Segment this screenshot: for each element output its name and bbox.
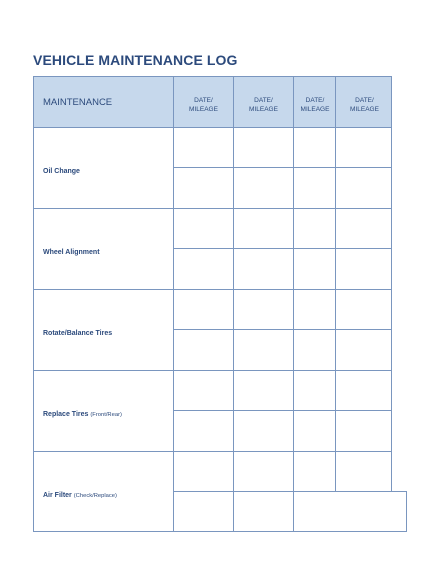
row-divider [34, 208, 391, 209]
row-label-air-filter: Air Filter (Check/Replace) [43, 492, 117, 499]
subrow-divider [173, 410, 391, 411]
subrow-divider [173, 329, 391, 330]
row-divider [34, 370, 391, 371]
subrow-divider [173, 248, 391, 249]
column-divider [173, 77, 174, 531]
column-divider [335, 77, 336, 531]
row-divider [34, 451, 391, 452]
row-divider [34, 289, 391, 290]
row-note-check-replace: (Check/Replace) [73, 493, 117, 499]
header-date-mileage-1: DATE/ MILEAGE [189, 97, 218, 113]
maintenance-log-table [33, 76, 392, 532]
header-date-mileage-4: DATE/ MILEAGE [350, 97, 379, 113]
column-divider [293, 77, 294, 531]
row-label-oil-change: Oil Change [43, 168, 80, 175]
row-label-rotate-balance-tires: Rotate/Balance Tires [43, 330, 113, 337]
header-maintenance-label: MAINTENANCE [43, 97, 113, 108]
header-date-mileage-2: DATE/ MILEAGE [249, 97, 278, 113]
header-date-mileage-3: DATE/ MILEAGE [300, 97, 330, 113]
table-extra-cell [334, 491, 407, 532]
subrow-divider [173, 167, 391, 168]
row-note-front-rear: (Front/Rear) [90, 412, 122, 418]
column-divider [233, 77, 234, 531]
row-label-wheel-alignment: Wheel Alignment [43, 249, 100, 256]
table-header-row [34, 77, 391, 128]
page-title: VEHICLE MAINTENANCE LOG [33, 52, 238, 68]
row-label-replace-tires: Replace Tires (Front/Rear) [43, 411, 122, 418]
